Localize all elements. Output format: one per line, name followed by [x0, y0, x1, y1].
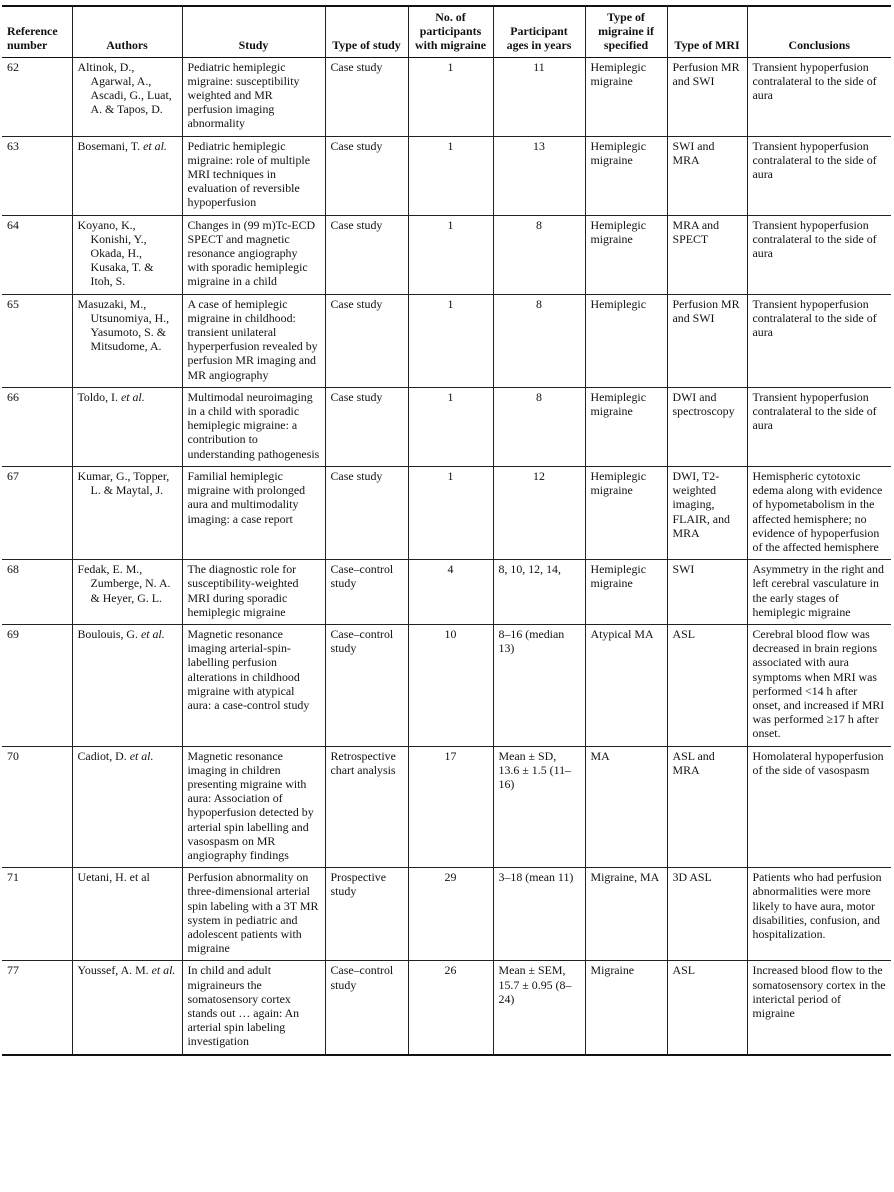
cell-migraine: Hemiplegic migraine — [585, 560, 667, 625]
cell-mri: Perfusion MR and SWI — [667, 294, 747, 387]
cell-participants: 1 — [408, 215, 493, 294]
cell-mri: DWI, T2-weighted imaging, FLAIR, and MRA — [667, 466, 747, 559]
cell-type: Case study — [325, 294, 408, 387]
cell-participants: 1 — [408, 387, 493, 466]
authors-text: Boulouis, G. — [77, 626, 141, 641]
header-authors: Authors — [72, 6, 182, 57]
table-row — [2, 560, 891, 625]
cell-ages: 12 — [493, 466, 585, 559]
cell-type: Retrospective chart analysis — [325, 746, 408, 868]
table-row — [2, 961, 891, 1055]
cell-migraine: Migraine — [585, 961, 667, 1055]
cell-type: Case study — [325, 387, 408, 466]
cell-mri: DWI and spectroscopy — [667, 387, 747, 466]
cell-ages: 11 — [493, 57, 585, 136]
table-row — [2, 215, 891, 294]
cell-mri: SWI and MRA — [667, 136, 747, 215]
cell-ages: Mean ± SD, 13.6 ± 1.5 (11–16) — [493, 746, 585, 868]
cell-study: Pediatric hemiplegic migraine: susceptibility weighted and MR perfusion imaging abnormality — [182, 57, 325, 136]
cell-type: Case study — [325, 466, 408, 559]
cell-migraine: Hemiplegic — [585, 294, 667, 387]
cell-study: In child and adult migraineurs the somatosensory cortex stands out … again: An arterial spin labeling investigation — [182, 961, 325, 1055]
cell-ages: Mean ± SEM, 15.7 ± 0.95 (8–24) — [493, 961, 585, 1055]
cell-migraine: Hemiplegic migraine — [585, 387, 667, 466]
authors-text: Masuzaki, M., Utsunomiya, H., Yasumoto, S. & Mitsudome, A. — [77, 296, 170, 354]
cell-migraine: Hemiplegic migraine — [585, 466, 667, 559]
cell-type: Prospective study — [325, 868, 408, 961]
cell-study: Magnetic resonance imaging in children presenting migraine with aura: Association of hypoperfusion detected by arterial spin labelling and vasospasm on MR angiography findings — [182, 746, 325, 868]
cell-migraine: Migraine, MA — [585, 868, 667, 961]
cell-conclusions: Transient hypoperfusion contralateral to the side of aura — [747, 387, 891, 466]
cell-type: Case–control study — [325, 961, 408, 1055]
cell-reference: 77 — [7, 963, 19, 978]
cell-conclusions: Patients who had perfusion abnormalities were more likely to have aura, motor disabilities, confusion, and hospitalization. — [747, 868, 891, 961]
cell-authors — [72, 466, 182, 559]
cell-migraine: Atypical MA — [585, 624, 667, 746]
cell-ages: 3–18 (mean 11) — [493, 868, 585, 961]
table-body — [2, 57, 891, 1055]
cell-conclusions: Transient hypoperfusion contralateral to the side of aura — [747, 215, 891, 294]
cell-participants: 1 — [408, 294, 493, 387]
header-row — [2, 6, 891, 57]
cell-reference: 70 — [7, 748, 19, 763]
cell-authors — [72, 57, 182, 136]
cell-study: Multimodal neuroimaging in a child with sporadic hemiplegic migraine: a contribution to understanding pathogenesis — [182, 387, 325, 466]
cell-participants: 1 — [408, 466, 493, 559]
authors-et-al: et al. — [129, 748, 154, 763]
authors-et-al: et al. — [151, 963, 176, 978]
header-participants: No. of participants with migraine — [408, 6, 493, 57]
cell-study: Changes in (99 m)Tc-ECD SPECT and magnetic resonance angiography with sporadic hemiplegic migraine in a child — [182, 215, 325, 294]
header-reference-number: Reference number — [7, 24, 58, 53]
cell-study: Pediatric hemiplegic migraine: role of multiple MRI techniques in evaluation of reversible hypoperfusion — [182, 136, 325, 215]
table-row — [2, 136, 891, 215]
table-row — [2, 624, 891, 746]
header-conclusions: Conclusions — [747, 6, 891, 57]
cell-authors — [72, 560, 182, 625]
cell-mri: Perfusion MR and SWI — [667, 57, 747, 136]
cell-authors — [72, 746, 182, 868]
cell-participants: 1 — [408, 136, 493, 215]
table-row — [2, 57, 891, 136]
cell-mri: MRA and SPECT — [667, 215, 747, 294]
cell-conclusions: Hemispheric cytotoxic edema along with evidence of hypometabolism in the affected hemisphere; no evidence of hypoperfusion of the affected hemisphere — [747, 466, 891, 559]
cell-authors — [72, 294, 182, 387]
cell-authors — [72, 868, 182, 961]
cell-migraine: Hemiplegic migraine — [585, 57, 667, 136]
cell-type: Case study — [325, 57, 408, 136]
authors-et-al: et al. — [120, 389, 145, 404]
cell-ages: 8 — [493, 387, 585, 466]
authors-text: Koyano, K., Konishi, Y., Okada, H., Kusaka, T. & Itoh, S. — [77, 217, 154, 289]
header-ages: Participant ages in years — [493, 6, 585, 57]
cell-authors — [72, 387, 182, 466]
cell-reference: 69 — [7, 626, 19, 641]
cell-reference: 71 — [7, 870, 19, 885]
authors-text: Fedak, E. M., Zumberge, N. A. & Heyer, G. L. — [77, 562, 171, 605]
cell-study: Magnetic resonance imaging arterial-spin-labelling perfusion alterations in childhood migraine with atypical aura: a case-control study — [182, 624, 325, 746]
cell-type: Case–control study — [325, 560, 408, 625]
header-mri-type: Type of MRI — [667, 6, 747, 57]
cell-mri: ASL — [667, 961, 747, 1055]
cell-reference: 66 — [7, 389, 19, 404]
cell-conclusions: Transient hypoperfusion contralateral to the side of aura — [747, 57, 891, 136]
cell-conclusions: Increased blood flow to the somatosensory cortex in the interictal period of migraine — [747, 961, 891, 1055]
cell-conclusions: Asymmetry in the right and left cerebral vasculature in the early stages of hemiplegic migraine — [747, 560, 891, 625]
cell-conclusions: Cerebral blood flow was decreased in brain regions associated with aura symptoms when MRI was performed <14 h after onset, and increased if MRI was performed ≥17 h after onset. — [747, 624, 891, 746]
cell-study: A case of hemiplegic migraine in childhood: transient unilateral hyperperfusion revealed by perfusion MR imaging and MR angiography — [182, 294, 325, 387]
cell-type: Case study — [325, 136, 408, 215]
table-row — [2, 294, 891, 387]
authors-text: Kumar, G., Topper, L. & Maytal, J. — [77, 468, 170, 498]
table-header — [2, 6, 891, 57]
cell-migraine: Hemiplegic migraine — [585, 136, 667, 215]
cell-conclusions: Homolateral hypoperfusion of the side of vasospasm — [747, 746, 891, 868]
cell-reference: 64 — [7, 217, 19, 232]
authors-text: Youssef, A. M. — [77, 963, 152, 978]
cell-participants: 1 — [408, 57, 493, 136]
cell-reference: 65 — [7, 296, 19, 311]
cell-participants: 10 — [408, 624, 493, 746]
cell-type: Case–control study — [325, 624, 408, 746]
table-row — [2, 466, 891, 559]
cell-study: Familial hemiplegic migraine with prolonged aura and multimodality imaging: a case report — [182, 466, 325, 559]
authors-text: Bosemani, T. — [77, 138, 144, 153]
cell-authors — [72, 624, 182, 746]
authors-et-al: et al. — [143, 138, 167, 153]
cell-participants: 17 — [408, 746, 493, 868]
cell-ages: 8, 10, 12, 14, — [493, 560, 585, 625]
cell-participants: 29 — [408, 868, 493, 961]
table-row — [2, 746, 891, 868]
cell-migraine: Hemiplegic migraine — [585, 215, 667, 294]
cell-ages: 8 — [493, 294, 585, 387]
cell-type: Case study — [325, 215, 408, 294]
cell-ages: 13 — [493, 136, 585, 215]
cell-authors — [72, 215, 182, 294]
cell-authors — [72, 136, 182, 215]
cell-participants: 26 — [408, 961, 493, 1055]
cell-reference: 63 — [7, 138, 19, 153]
header-study: Study — [182, 6, 325, 57]
cell-study: Perfusion abnormality on three-dimensional arterial spin labeling with a 3T MR system in pediatric and adolescent patients with migraine — [182, 868, 325, 961]
header-type-of-study: Type of study — [325, 6, 408, 57]
cell-mri: ASL — [667, 624, 747, 746]
cell-reference: 68 — [7, 562, 19, 577]
cell-migraine: MA — [585, 746, 667, 868]
cell-mri: 3D ASL — [667, 868, 747, 961]
cell-reference: 67 — [7, 468, 19, 483]
cell-ages: 8 — [493, 215, 585, 294]
cell-conclusions: Transient hypoperfusion contralateral to the side of aura — [747, 136, 891, 215]
authors-text: Cadiot, D. — [77, 748, 130, 763]
studies-table — [2, 5, 891, 1056]
cell-reference: 62 — [7, 59, 19, 74]
authors-text: Uetani, H. et al — [77, 870, 150, 885]
cell-conclusions: Transient hypoperfusion contralateral to the side of aura — [747, 294, 891, 387]
cell-authors — [72, 961, 182, 1055]
cell-participants: 4 — [408, 560, 493, 625]
table-row — [2, 387, 891, 466]
authors-text: Toldo, I. — [77, 389, 121, 404]
table-row — [2, 868, 891, 961]
authors-text: Altinok, D., Agarwal, A., Ascadi, G., Luat, A. & Tapos, D. — [77, 59, 172, 117]
authors-et-al: et al. — [140, 626, 165, 641]
cell-mri: SWI — [667, 560, 747, 625]
header-migraine-type: Type of migraine if specified — [585, 6, 667, 57]
cell-mri: ASL and MRA — [667, 746, 747, 868]
cell-study: The diagnostic role for susceptibility-weighted MRI during sporadic hemiplegic migraine — [182, 560, 325, 625]
cell-ages: 8–16 (median 13) — [493, 624, 585, 746]
